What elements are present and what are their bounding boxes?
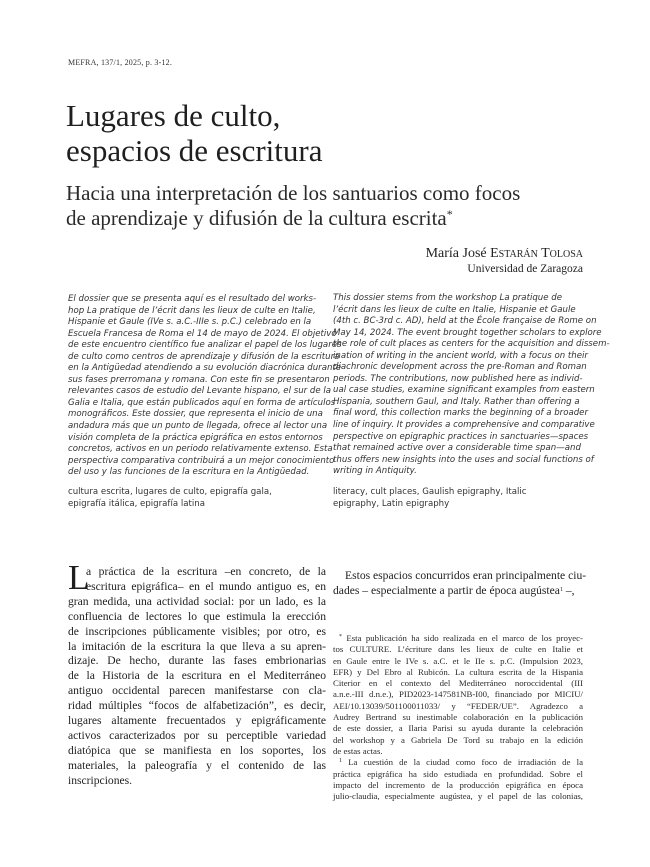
body-line: antiguo occidental parecen manifestarse con cla- [68, 684, 326, 698]
footnote-line: en Gaule entre le IVe s. a.C. et le IIe s. p.C. (Impulsion 2023, [333, 655, 583, 666]
title-line: espacios de escritura [66, 133, 323, 168]
footnote-line: impacto del incremento de la producción epigráfica en época [333, 779, 583, 790]
abstract-line: Hispania, southern Gaul, and Italy. Rather than offering a [333, 396, 580, 407]
subtitle-line: Hacia una interpretación de los santuarios como focos [66, 181, 521, 205]
subtitle-line [66, 206, 520, 231]
body-line: activos caracterizados por su perceptible variedad [68, 728, 326, 742]
body-line: inscripciones. [68, 773, 133, 787]
abstract-line: del uso y las funciones de la escritura en la Antigüedad. [68, 467, 310, 478]
author-name [426, 246, 583, 262]
abstract-line: perspectiva comparativa contribuirá a un mejor conocimiento [68, 455, 335, 466]
abstract-line: relevantes casos de estudio del Levante hispano, el sur de la [68, 386, 332, 397]
footnote-line: práctica epigráfica ha sido estudiada en profundidad. Sobre el [333, 768, 583, 779]
keywords-line: literacy, cult places, Gaulish epigraphy, Italic [333, 487, 527, 497]
body-line-text: dades – especialmente a partir de época augústea [333, 583, 560, 597]
journal-reference: MEFRA, 137/1, 2025, p. 3-12. [68, 58, 173, 67]
abstract-line: diachronic development across the pre-Roman and Roman [333, 362, 587, 373]
keywords-line: cultura escrita, lugares de culto, epigrafía gala, [68, 487, 272, 497]
subtitle-text: de aprendizaje y difusión de la cultura escrita [66, 206, 447, 230]
title-line: Lugares de culto, [66, 98, 281, 133]
keywords-spanish [68, 486, 272, 510]
body-line: lugares altamente frecuentados y epigráficamente [68, 714, 326, 728]
footnote-line: del workshop y a Gabriela De Tord su trabajo en la edición [333, 734, 583, 745]
abstract-line: Hispanie et Gaule (IVe s. a.C.-IIIe s. p.C.) celebrado en la [68, 317, 312, 328]
abstract-line: Escuela Francesa de Roma el 14 de mayo de 2024. El objetivo [68, 328, 337, 339]
body-line: gran medida, una actividad social: por un lado, es la [68, 594, 326, 608]
body-line: diatópica que se manifiesta en los soportes, los [68, 743, 326, 757]
abstract-line: final word, this collection marks the beginning of a broader [333, 408, 588, 419]
abstract-line: hop La pratique de l’écrit dans les lieux de culte en Italie, [68, 305, 316, 316]
body-line [333, 584, 583, 599]
abstract-line: El dossier que se presenta aquí es el resultado del works- [68, 294, 317, 304]
footnote-mark: * [446, 207, 453, 221]
body-line: la imitación de la escritura la que lleva a su apren- [68, 639, 326, 653]
abstract-english [333, 293, 610, 478]
abstract-line: Galia e Italia, que están publicados aquí en forma de artículos [68, 397, 336, 408]
author-surname: Estarán Tolosa [490, 246, 583, 261]
article-title [66, 98, 323, 168]
body-column-right [333, 569, 587, 599]
footnote-line: a.n.e.-III d.n.e.), PID2023-147581NB-I00, financiado por MICIU/ [333, 689, 583, 700]
footnote-mark: * [339, 634, 342, 640]
abstract-line: concretos, activos en un periodo relativamente extenso. Esta [68, 444, 333, 455]
abstract-line: en la Antigüedad atendiendo a su evolución diacrónica durante [68, 363, 342, 374]
footnote-line: de estas actas. [333, 745, 383, 756]
abstract-line: May 14, 2024. The event brought together scholars to explore [333, 327, 602, 338]
footnote-mark: 1 [339, 758, 342, 765]
body-line: de la Historia de la escritura en el Mediterráneo [68, 669, 326, 683]
abstract-line: periods. The contributions, now published here as individ- [333, 373, 583, 384]
footnote-line: tos CULTURE. L’écriture dans les lieux de culte en Italie et [333, 644, 583, 655]
body-line: Estos espacios concurridos eran principalmente ciu- [345, 569, 587, 582]
abstract-line: visión completa de la práctica epigráfica en estos entornos [68, 432, 323, 443]
abstract-spanish [68, 294, 342, 479]
body-column-left [68, 565, 326, 789]
footnote-line [333, 633, 583, 644]
footnote-text: Esta publicación ha sido realizada en el marco de los proyec- [342, 633, 583, 643]
abstract-line: ual case studies, examine significant examples from eastern [333, 385, 595, 396]
keywords-line: epigraphy, Latin epigraphy [333, 499, 450, 509]
abstract-line: monográficos. Este dossier, que representa el inicio de una [68, 409, 323, 420]
abstract-line: This dossier stems from the workshop La pratique de [333, 293, 562, 303]
abstract-line: de culto como centros de aprendizaje y difusión de la escritura [68, 351, 340, 362]
author-given-name: María José [425, 246, 487, 261]
abstract-line: sus fases prerromana y romana. Con este fin se presentaron [68, 374, 330, 385]
footnote-line: de este dossier, a Ilaria Parisi su ayuda durante la celebración [333, 723, 583, 734]
abstract-line: the role of cult places as centers for the acquisition and dissem- [333, 339, 610, 350]
abstract-line: l’écrit dans les lieux de culte en Italie, Hispanie et Gaule [333, 304, 576, 315]
body-line: ridad múltiples “focos de alfabetización”, es decir, [68, 699, 326, 713]
footnotes [333, 633, 583, 802]
abstract-line: line of inquiry. It provides a comprehensive and comparative [333, 420, 595, 431]
footnote-line [333, 757, 583, 768]
abstract-line: thus offers new insights into the uses and social functions of [333, 454, 594, 465]
abstract-line: (4th c. BC-3rd c. AD), held at the École française de Rome on [333, 316, 597, 327]
drop-cap: L [68, 558, 90, 597]
article-subtitle [66, 181, 520, 231]
keywords-line: epigrafía itálica, epigrafía latina [68, 499, 205, 509]
body-line: confluencia de lectores lo que estimula la erección [68, 609, 326, 623]
footnote-line: julio-claudia, especialmente augústea, y el papel de las colonias, [333, 791, 583, 802]
author-affiliation: Universidad de Zaragoza [467, 263, 583, 275]
footnote-line: Audrey Bertrand su inestimable colaboración en la publicación [333, 712, 583, 723]
keywords-english [333, 486, 527, 510]
footnote-line: Citerior en el contexto del Mediterráneo noroccidental (III [333, 678, 583, 689]
abstract-line: ination of writing in the ancient world, with a focus on their [333, 350, 588, 361]
body-line-tail: –, [562, 583, 575, 597]
body-line: a práctica de la escritura –en concreto, de la [86, 565, 326, 578]
abstract-line: andadura más que un punto de llegada, ofrece al lector una [68, 421, 328, 432]
abstract-line: writing in Antiquity. [333, 466, 417, 477]
body-line: escritura epigráfica– en el mundo antiguo es, en [86, 579, 326, 593]
footnote-line: AEI/10.13039/501100011033/ y “FEDER/UE”. Agradezco a [333, 700, 583, 711]
body-line: materiales, la paleografía y el contenido de las [68, 758, 326, 772]
body-line: de inscripciones públicamente visibles; por otro, es [68, 624, 326, 638]
footnote-text: La cuestión de la ciudad como foco de irradiación de la [342, 757, 583, 768]
body-line: dizaje. De hecho, durante las fases embrionarias [68, 654, 326, 668]
abstract-line: perspective on epigraphic practices in sanctuaries—spaces [333, 431, 589, 442]
abstract-line: de este encuentro científico fue analizar el papel de los lugares [68, 340, 342, 351]
footnote-line: EFR) y Del Ebro al Rubicón. La cultura escrita de la Hispania [333, 666, 583, 677]
footnote-ref[interactable]: 1 [559, 586, 563, 593]
abstract-line: that remained active over a considerable time span—and [333, 443, 581, 454]
